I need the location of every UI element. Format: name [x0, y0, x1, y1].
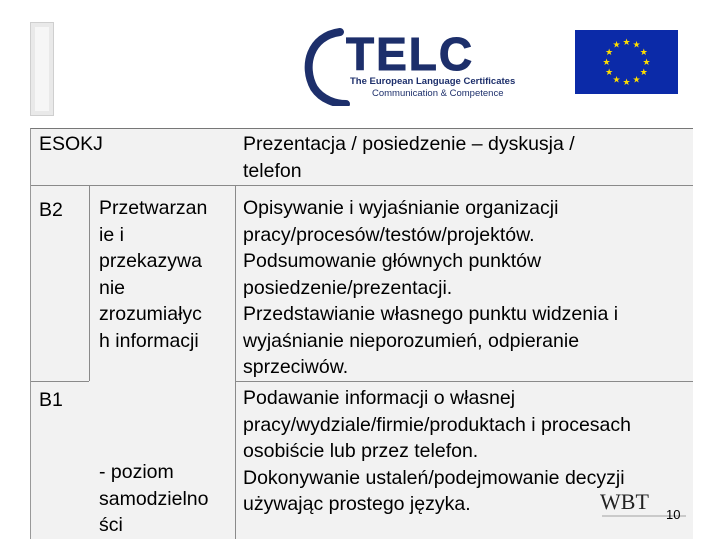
flag-star-icon: ★	[605, 68, 614, 78]
eu-flag-icon	[575, 30, 678, 94]
flag-star-icon: ★	[632, 75, 641, 86]
flag-star-icon: ★	[639, 68, 648, 78]
description-b2: Opisywanie i wyjaśnianie organizacji pracy/procesów/testów/projektów. Podsumowanie głównych punktów posiedzenie/prezentacji. Przedstawianie własnego punktu widzenia i wyjaśnianie nieporozumień, odpieranie sprzeciwów.	[243, 197, 619, 378]
row-divider-level	[31, 381, 89, 382]
description-b1: Podawanie informacji o własnej pracy/wydziale/firmie/produktach i procesach osobiście lub przez telefon. Dokonywanie ustaleń/podejmowanie decyzji używając prostego języka.	[243, 387, 632, 515]
flag-star-icon: ★	[612, 75, 621, 86]
row-divider-description	[235, 381, 693, 382]
skill-b2: Przetwarzan ie i przekazywa nie zrozumiałyc h informacji	[99, 197, 208, 352]
column-divider-1	[89, 185, 90, 381]
header-esokj: ESOKJ	[39, 133, 103, 155]
telc-logo	[300, 26, 525, 106]
page-number: 10	[666, 507, 681, 522]
level-b1: B1	[39, 389, 63, 411]
flag-star-icon: ★	[612, 40, 621, 51]
flag-star-icon: ★	[602, 58, 611, 68]
telc-brand-text: TELC	[346, 28, 475, 80]
flag-star-icon: ★	[622, 38, 631, 48]
wbt-logo-text: WBT	[600, 489, 649, 514]
level-b2: B2	[39, 199, 63, 221]
flag-star-icon: ★	[639, 48, 648, 58]
flag-star-icon: ★	[642, 58, 651, 68]
column-divider-2	[235, 185, 236, 539]
skills-table	[30, 128, 693, 539]
row-divider-header	[31, 185, 693, 186]
left-decorative-bar	[30, 22, 54, 116]
telc-tagline-1: The European Language Certificates	[350, 76, 516, 87]
flag-star-icon: ★	[622, 78, 631, 88]
telc-tagline-2: Communication & Competence	[372, 88, 504, 99]
flag-star-icon: ★	[632, 40, 641, 51]
flag-star-icon: ★	[605, 48, 614, 58]
skill-b1: - poziom samodzielno ści	[99, 461, 209, 536]
header-presentation: Prezentacja / posiedzenie – dyskusja / telefon	[243, 133, 575, 182]
